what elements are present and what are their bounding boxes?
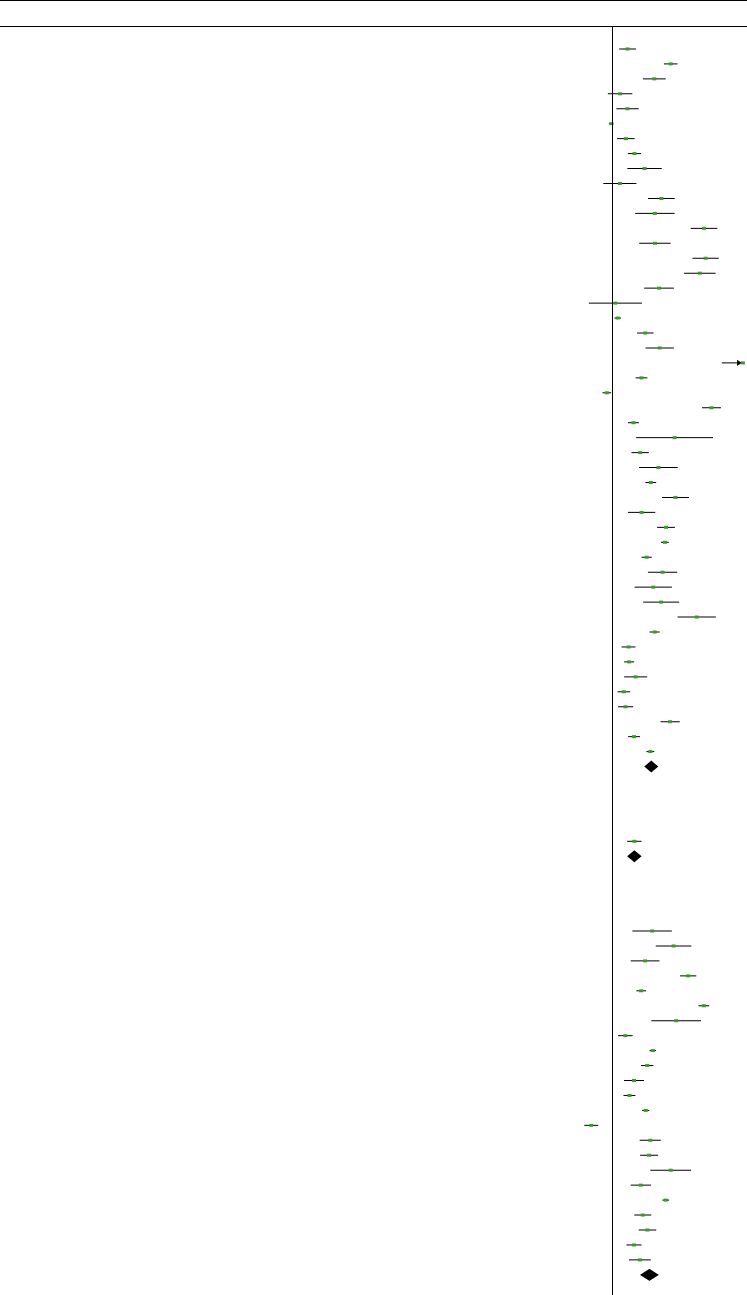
study-marker <box>702 227 706 230</box>
study-marker <box>627 645 631 648</box>
study-marker <box>627 1094 631 1097</box>
study-marker <box>651 586 655 589</box>
study-marker <box>626 47 630 50</box>
study-marker <box>624 705 628 708</box>
study-marker <box>659 197 663 200</box>
study-marker <box>656 466 660 469</box>
study-marker <box>686 974 690 977</box>
study-marker <box>643 959 647 962</box>
study-marker <box>702 1004 706 1007</box>
study-marker <box>658 346 662 349</box>
study-marker <box>669 62 673 65</box>
study-marker <box>645 1229 649 1232</box>
study-marker <box>638 1258 642 1261</box>
study-marker <box>632 1079 636 1082</box>
study-marker <box>638 451 642 454</box>
study-marker <box>649 481 653 484</box>
study-marker <box>651 1049 655 1052</box>
study-marker <box>741 361 745 364</box>
forest-plot <box>488 0 747 1295</box>
study-marker <box>695 616 699 619</box>
study-marker <box>632 1243 636 1246</box>
study-marker <box>657 287 661 290</box>
study-marker <box>605 391 609 394</box>
study-marker <box>643 167 647 170</box>
study-marker <box>653 242 657 245</box>
study-marker <box>632 152 636 155</box>
study-marker <box>709 406 713 409</box>
study-marker <box>639 376 643 379</box>
study-marker <box>673 436 677 439</box>
study-marker <box>632 735 636 738</box>
study-marker <box>623 1034 627 1037</box>
study-marker <box>639 989 643 992</box>
study-marker <box>668 720 672 723</box>
subtotal-diamond <box>640 1269 659 1281</box>
study-marker <box>634 675 638 678</box>
study-marker <box>641 1214 645 1217</box>
study-marker <box>663 541 667 544</box>
study-marker <box>631 421 635 424</box>
study-marker <box>653 631 657 634</box>
study-marker <box>673 496 677 499</box>
study-marker <box>645 556 649 559</box>
study-marker <box>653 212 657 215</box>
study-marker <box>704 257 708 260</box>
study-marker <box>624 137 628 140</box>
study-marker <box>616 317 620 320</box>
study-marker <box>639 1184 643 1187</box>
study-marker <box>652 77 656 80</box>
study-marker <box>674 1019 678 1022</box>
study-marker <box>643 332 647 335</box>
study-marker <box>664 526 668 529</box>
study-marker <box>664 1199 668 1202</box>
study-marker <box>613 302 617 305</box>
study-marker <box>648 1139 652 1142</box>
study-marker <box>659 601 663 604</box>
study-marker <box>640 511 644 514</box>
study-marker <box>648 750 652 753</box>
study-marker <box>647 1154 651 1157</box>
study-marker <box>650 930 654 933</box>
study-marker <box>622 690 626 693</box>
study-marker <box>589 1124 593 1127</box>
study-marker <box>645 1064 649 1067</box>
study-marker <box>669 1169 673 1172</box>
study-marker <box>627 660 631 663</box>
study-marker <box>626 107 630 110</box>
study-marker <box>672 944 676 947</box>
study-marker <box>698 272 702 275</box>
subtotal-diamond <box>644 761 658 773</box>
study-marker <box>661 571 665 574</box>
study-marker <box>644 1109 648 1112</box>
study-marker <box>618 182 622 185</box>
study-marker <box>632 840 636 843</box>
study-marker <box>618 92 622 95</box>
subtotal-diamond <box>627 850 641 862</box>
